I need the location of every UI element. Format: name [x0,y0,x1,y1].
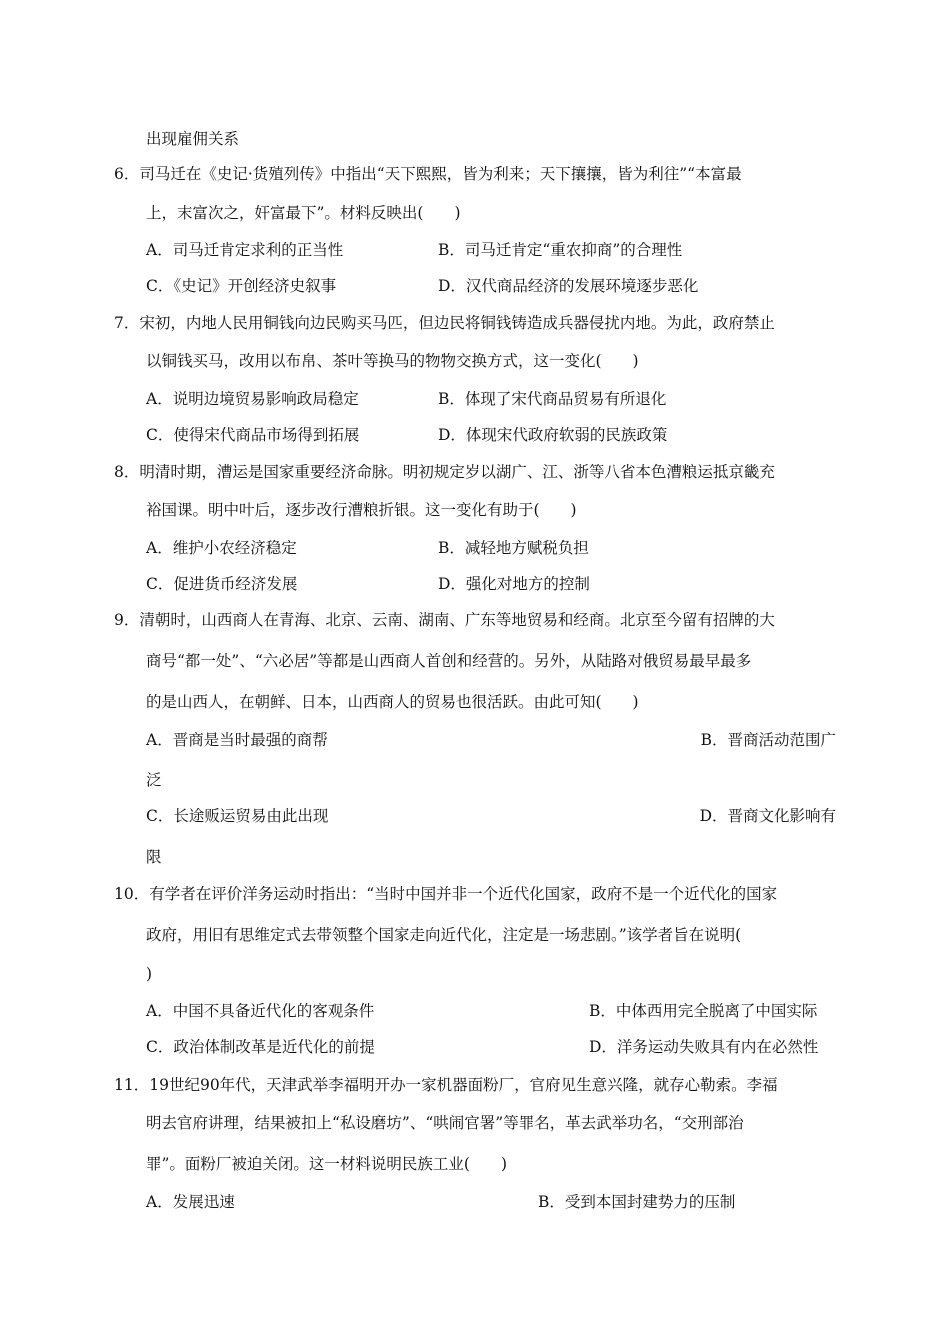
option-a: A．发展迅速 [146,1193,235,1211]
question-number: 10． [114,885,150,903]
question-text: 的是山西人，在朝鲜、日本，山西商人的贸易也很活跃。由此可知( ) [146,693,639,711]
question-text: ) [146,965,153,983]
option-c: C．使得宋代商品市场得到拓展 [146,426,360,444]
option-b: B．体现了宋代商品贸易有所退化 [438,390,667,408]
option-c: C．《史记》开创经济史叙事 [146,277,337,295]
question-text: 罪”。面粉厂被迫关闭。这一材料说明民族工业( ) [146,1155,508,1173]
option-a: A．维护小农经济稳定 [146,539,297,557]
option-b: B．晋商活动范围广 [700,731,836,749]
option-a: A．晋商是当时最强的商帮 [146,731,328,749]
question-stem [114,1075,778,1095]
question-text: 19世纪90年代，天津武举李福明开办一家机器面粉厂，官府见生意兴隆，就存心勒索。李福 [149,1076,778,1094]
question-text: 政府，用旧有思维定式去带领整个国家走向近代化，注定是一场悲剧。”该学者旨在说明( [146,926,742,944]
option-b: B．减轻地方赋税负担 [438,539,589,557]
option-d: D．洋务运动失败具有内在必然性 [589,1038,819,1056]
option-a: A．司马迁肯定求利的正当性 [146,241,344,259]
question-stem [114,164,742,184]
question-text: 以铜钱买马，改用以布帛、茶叶等换马的物物交换方式，这一变化( ) [146,352,639,370]
question-text: 裕国课。明中叶后，逐步改行漕粮折银。这一变化有助于( ) [146,501,577,519]
question-text: 宋初，内地人民用铜钱向边民购买马匹，但边民将铜钱铸造成兵器侵扰内地。为此，政府禁止 [139,314,775,332]
question-stem [114,884,777,904]
question-stem [114,313,775,333]
carry-over-line: 出现雇佣关系 [146,130,240,148]
question-text: 清朝时，山西商人在青海、北京、云南、湖南、广东等地贸易和经商。北京至今留有招牌的大 [139,611,775,629]
question-text: 明清时期，漕运是国家重要经济命脉。明初规定岁以湖广、江、浙等八省本色漕粮运抵京畿充 [139,463,775,481]
question-number: 6． [114,165,140,183]
question-stem [114,462,775,482]
option-d: D．体现宋代政府软弱的民族政策 [438,426,668,444]
question-text: 有学者在评价洋务运动时指出：“当时中国并非一个近代化国家，政府不是一个近代化的国家 [149,885,778,903]
question-text: 明去官府讲理，结果被扣上“私设磨坊”、“哄闹官署”等罪名，革去武举功名，“交刑部治 [146,1114,744,1132]
question-number: 11． [114,1076,150,1094]
question-number: 8． [114,463,140,481]
option-d: D．汉代商品经济的发展环境逐步恶化 [438,277,699,295]
question-number: 7． [114,314,140,332]
option-d-wrap: 限 [146,848,162,866]
option-a: A．中国不具备近代化的客观条件 [146,1002,375,1020]
option-b: B．受到本国封建势力的压制 [538,1193,736,1211]
option-c: C．政治体制改革是近代化的前提 [146,1038,375,1056]
question-number: 9． [114,611,140,629]
option-a: A．说明边境贸易影响政局稳定 [146,390,359,408]
option-c: C．促进货币经济发展 [146,575,298,593]
question-text: 司马迁在《史记·货殖列传》中指出“天下熙熙，皆为利来；天下攘攘，皆为利往”“本富最 [139,165,742,183]
option-b: B．中体西用完全脱离了中国实际 [589,1002,818,1020]
question-text: 商号“都一处”、“六必居”等都是山西商人首创和经营的。另外，从陆路对俄贸易最早最多 [146,652,752,670]
question-text: 上，末富次之，奸富最下”。材料反映出( ) [146,204,461,222]
option-d: D．晋商文化影响有 [699,807,836,825]
option-d: D．强化对地方的控制 [438,575,590,593]
option-c: C．长途贩运贸易由此出现 [146,807,329,825]
option-b: B．司马迁肯定“重农抑商”的合理性 [438,241,683,259]
question-stem [114,610,775,630]
option-b-wrap: 泛 [146,771,162,789]
